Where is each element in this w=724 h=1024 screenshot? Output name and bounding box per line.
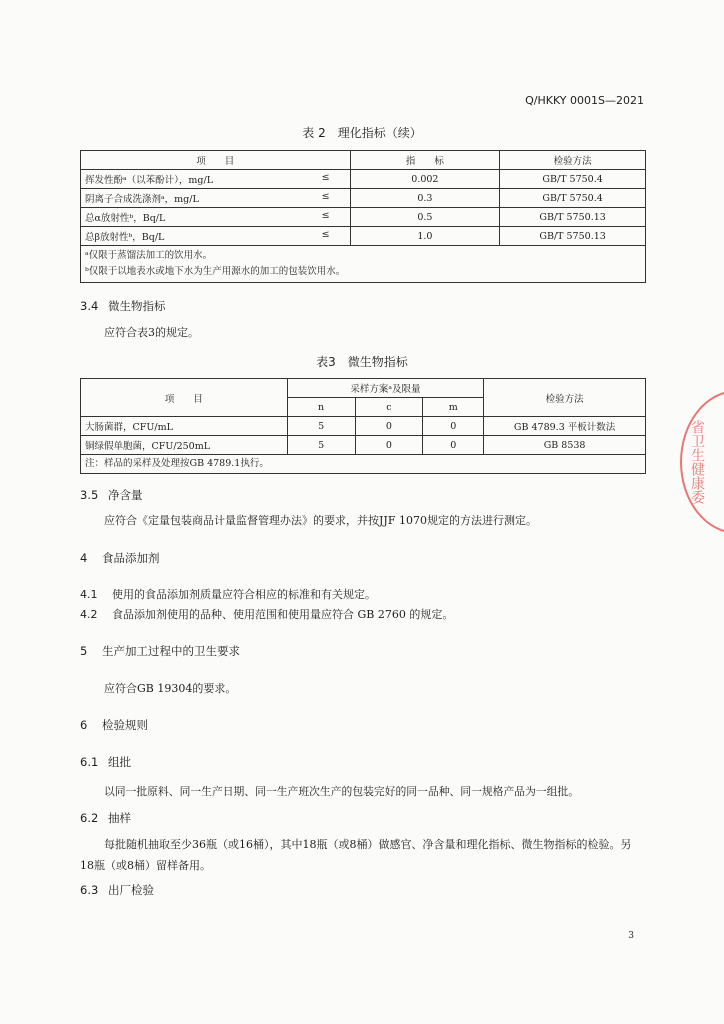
table3-header-sampling: 采样方案ᵃ及限量: [287, 379, 483, 398]
section-3-5-heading: [80, 487, 143, 503]
section-title: 检验规则: [102, 718, 148, 732]
row-item-label: 总β放射性ᵇ，Bq/L: [85, 232, 165, 243]
section-6-heading: [80, 717, 148, 733]
table3-cell-item: 铜绿假单胞菌，CFU/250mL: [81, 436, 288, 455]
table3-header-c: c: [355, 398, 423, 417]
table2-cell-item: [81, 208, 351, 227]
table3-header-m: m: [423, 398, 484, 417]
section-title: 生产加工过程中的卫生要求: [102, 644, 240, 658]
section-3-5-text: 应符合《定量包装商品计量监督管理办法》的要求，并按JJF 1070规定的方法进行测定。: [104, 514, 537, 527]
section-title: 组批: [108, 755, 131, 769]
table2-header-indicator: 指 标: [350, 151, 500, 170]
section-number: 6.2: [80, 811, 99, 825]
table2: [80, 150, 646, 283]
table3-cell-item: 大肠菌群，CFU/mL: [81, 417, 288, 436]
section-6-1-text: 以同一批原料、同一生产日期、同一生产班次生产的包装完好的同一品种、同一规格产品为一组批。: [104, 785, 580, 798]
section-5-text: 应符合GB 19304的要求。: [104, 682, 237, 695]
row-item-label: 挥发性酚ᵃ（以苯酚计），mg/L: [85, 175, 214, 186]
table-row: [81, 170, 646, 189]
section-number: 5: [80, 644, 88, 658]
item-number: 4.1: [80, 588, 98, 601]
table3-note: 注：样品的采样及处理按GB 4789.1执行。: [81, 455, 646, 474]
table-row: [81, 208, 646, 227]
table2-cell-method: GB/T 5750.4: [500, 189, 646, 208]
page-number: 3: [628, 931, 634, 941]
table2-caption: 表 2 理化指标（续）: [302, 126, 422, 140]
table2-cell-item: [81, 189, 351, 208]
section-6-2-text: 每批随机抽取至少36瓶（或16桶），其中18瓶（或8桶）做感官、净含量和理化指标、微生物指标的检验。另18瓶（或8桶）留样备用。: [80, 838, 632, 872]
table2-note-b: ᵇ仅限于以地表水或地下水为生产用源水的加工的包装饮用水。: [85, 266, 346, 277]
le-sign: ≤: [321, 191, 330, 202]
table3-header-n: n: [287, 398, 355, 417]
document-code: Q/HKKY 0001S—2021: [525, 94, 644, 107]
section-4-heading: [80, 550, 160, 566]
le-sign: ≤: [321, 210, 330, 221]
table2-cell-value: 0.002: [350, 170, 500, 189]
section-title: 微生物指标: [108, 299, 166, 313]
table-row: [81, 436, 646, 455]
section-number: 6.3: [80, 883, 99, 897]
table2-cell-method: GB/T 5750.13: [500, 208, 646, 227]
table2-cell-value: 0.5: [350, 208, 500, 227]
section-3-4-text: 应符合表3的规定。: [104, 326, 199, 339]
table2-note-a: ᵃ仅限于蒸馏法加工的饮用水。: [85, 250, 213, 261]
official-seal-text: 省卫生健康委: [689, 420, 705, 504]
section-number: 6: [80, 718, 88, 732]
table2-header-row: [81, 151, 646, 170]
table3: [80, 378, 646, 474]
table2-cell-item: [81, 170, 351, 189]
section-number: 4: [80, 551, 88, 565]
section-6-1-heading: [80, 754, 131, 770]
table3-cell-method: GB 8538: [484, 436, 646, 455]
section-6-2-heading: [80, 810, 131, 826]
table3-cell-method: GB 4789.3 平板计数法: [484, 417, 646, 436]
table2-cell-item: [81, 227, 351, 246]
section-3-4-heading: [80, 298, 166, 314]
item-text: 食品添加剂使用的品种、使用范围和使用量应符合 GB 2760 的规定。: [112, 608, 454, 621]
table3-cell-c: 0: [355, 436, 423, 455]
section-number: 3.4: [80, 299, 99, 313]
row-item-label: 阴离子合成洗涤剂ᵃ，mg/L: [85, 194, 199, 205]
table2-cell-method: GB/T 5750.4: [500, 170, 646, 189]
section-5-heading: [80, 643, 240, 659]
table3-cell-m: 0: [423, 436, 484, 455]
table3-cell-m: 0: [423, 417, 484, 436]
le-sign: ≤: [321, 229, 330, 240]
table2-notes-row: [81, 246, 646, 283]
table2-cell-value: 1.0: [350, 227, 500, 246]
table3-cell-n: 5: [287, 436, 355, 455]
table2-header-item: 项 目: [81, 151, 351, 170]
section-title: 出厂检验: [108, 883, 154, 897]
table2-cell-method: GB/T 5750.13: [500, 227, 646, 246]
table3-cell-c: 0: [355, 417, 423, 436]
table3-header-method: 检验方法: [484, 379, 646, 417]
section-title: 食品添加剂: [102, 551, 160, 565]
item-text: 使用的食品添加剂质量应符合相应的标准和有关规定。: [112, 588, 376, 601]
section-number: 6.1: [80, 755, 99, 769]
table3-header-item: 项 目: [81, 379, 288, 417]
section-4-1: [80, 586, 645, 602]
table3-caption: 表3 微生物指标: [316, 355, 408, 369]
table3-header-row-1: [81, 379, 646, 398]
table3-note-row: [81, 455, 646, 474]
section-number: 3.5: [80, 488, 99, 502]
table3-cell-n: 5: [287, 417, 355, 436]
table-row: [81, 189, 646, 208]
row-item-label: 总α放射性ᵇ，Bq/L: [85, 213, 166, 224]
table2-notes: [81, 246, 646, 283]
table-row: [81, 417, 646, 436]
section-title: 净含量: [108, 488, 143, 502]
table2-cell-value: 0.3: [350, 189, 500, 208]
section-4-2: [80, 606, 645, 622]
section-title: 抽样: [108, 811, 131, 825]
item-number: 4.2: [80, 608, 98, 621]
table2-header-method: 检验方法: [500, 151, 646, 170]
table-row: [81, 227, 646, 246]
section-6-3-heading: [80, 882, 154, 898]
le-sign: ≤: [321, 172, 330, 183]
